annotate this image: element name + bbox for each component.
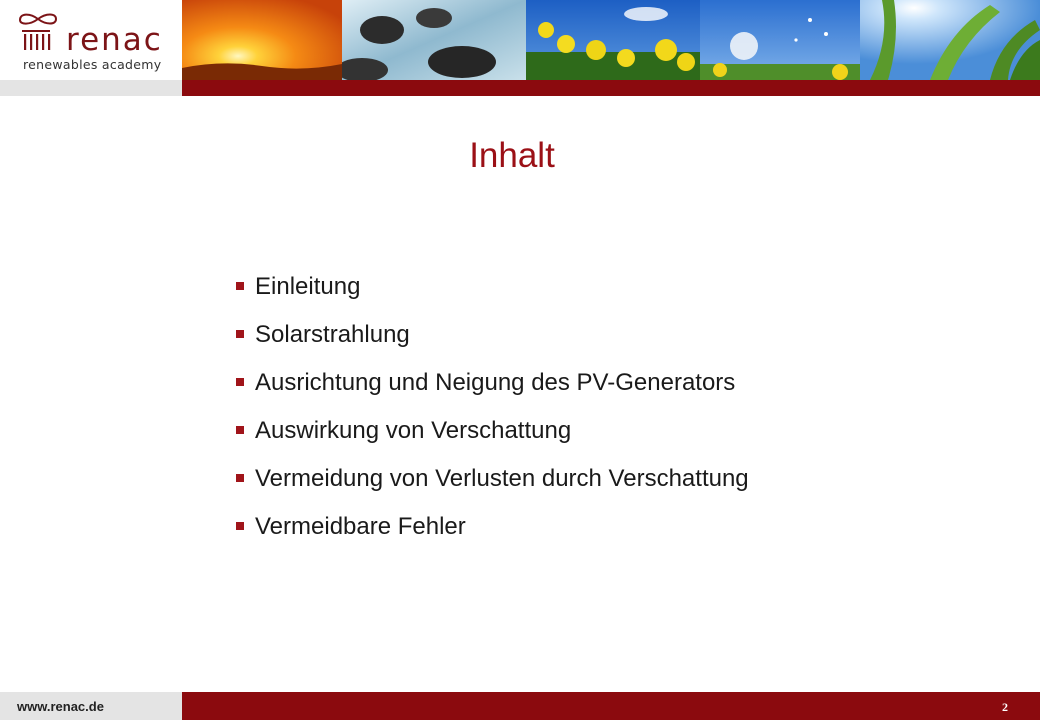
list-item bbox=[236, 414, 749, 462]
list-item-text: Vermeidung von Verlusten durch Verschattung bbox=[255, 465, 749, 492]
slide-header bbox=[0, 0, 1040, 96]
brand-name: renac bbox=[66, 22, 163, 58]
list-item-text: Ausrichtung und Neigung des PV-Generators bbox=[255, 369, 736, 396]
list-item bbox=[236, 366, 749, 414]
slide-title: Inhalt bbox=[469, 136, 555, 175]
agenda-list bbox=[236, 270, 749, 558]
waterfall-photo bbox=[342, 0, 526, 80]
list-item bbox=[236, 270, 749, 318]
bullet-square-icon bbox=[236, 378, 244, 386]
brand-subtitle: renewables academy bbox=[23, 57, 162, 72]
list-item bbox=[236, 462, 749, 510]
list-item bbox=[236, 318, 749, 366]
bullet-square-icon bbox=[236, 474, 244, 482]
bullet-square-icon bbox=[236, 522, 244, 530]
list-item-text: Solarstrahlung bbox=[255, 321, 410, 348]
footer-red-band bbox=[182, 692, 1040, 720]
header-photo-strip bbox=[182, 0, 1040, 80]
footer-url[interactable]: www.renac.de bbox=[17, 699, 104, 714]
list-item bbox=[236, 510, 749, 558]
logo-bottom-strip bbox=[0, 80, 182, 96]
dandelion-photo bbox=[700, 0, 860, 80]
renac-logo-icon bbox=[16, 10, 60, 54]
rapeseed-photo bbox=[526, 0, 700, 80]
bullet-square-icon bbox=[236, 330, 244, 338]
header-red-band bbox=[182, 80, 1040, 96]
list-item-text: Auswirkung von Verschattung bbox=[255, 417, 572, 444]
list-item-text: Einleitung bbox=[255, 273, 361, 300]
corn-leaves-photo bbox=[860, 0, 1040, 80]
page-number: 2 bbox=[1002, 700, 1008, 714]
bullet-square-icon bbox=[236, 426, 244, 434]
bullet-square-icon bbox=[236, 282, 244, 290]
sunset-photo bbox=[182, 0, 342, 80]
logo-area bbox=[0, 0, 182, 80]
list-item-text: Vermeidbare Fehler bbox=[255, 513, 466, 540]
